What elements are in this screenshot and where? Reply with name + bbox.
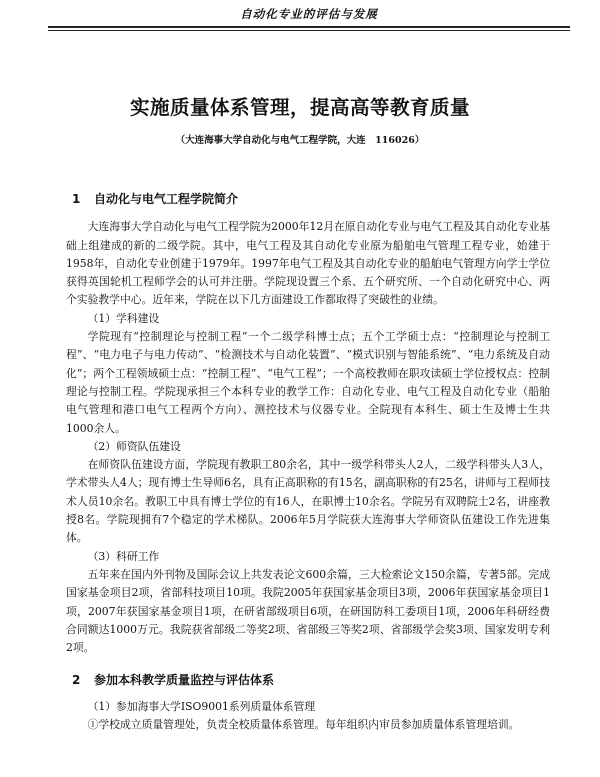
section-title: 自动化与电气工程学院简介 [94, 192, 239, 206]
running-header: 自动化专业的评估与发展 [48, 6, 570, 28]
section-number: 2 [72, 673, 81, 688]
section-1-intro: 大连海事大学自动化与电气工程学院为2000年12月在原自动化专业与电气工程及其自动化专业基础上组建成的新的二级学院。其中，电气工程及其自动化专业原为船舶电气管理工程专业，始建于1958年，自动化专业创建于1979年。1997年电气工程及其自动化专业的船舶电气管理方向学士学位获得英国轮机工程师学会的认可并注册。学院现设置三个系、五个研究所、一个自动化研究中心、两个实验教学中心。近年来，学院在以下几方面建设工作都取得了突破性的业绩。 [66, 220, 550, 307]
section-2-heading [72, 671, 550, 689]
section-title: 参加本科教学质量监控与评估体系 [94, 673, 275, 688]
subsection-2-1-text: ①学校成立质量管理处，负责全校质量体系管理。每年组织内审员参加质量体系管理培训。 [87, 718, 520, 732]
subsection-1-2-heading: （2）师资队伍建设 [87, 439, 181, 453]
article-title: 实施质量体系管理，提高高等教育质量 [129, 96, 470, 119]
subsection-1-1-text: 学院现有“控制理论与控制工程”一个二级学科博士点；五个工学硕士点：“控制理论与控制工程”、“电力电子与电力传动”、“检测技术与自动化装置”、“模式识别与智能系统”、“电力系统及自动化”；两个工程领域硕士点：“控制工程”、“电气工程”；一个高校教师在职攻读硕士学位授权点：控制理论与控制工程。学院现承担三个本科专业的教学工作：自动化专业、电气工程及自动化专业（船舶电气管理和港口电气工程两个方向）、测控技术与仪器专业。全院现有本科生、硕士生及博士生共1000余人。 [66, 330, 550, 435]
article-body [66, 186, 550, 734]
section-number: 1 [72, 192, 81, 206]
subsection-2-1-heading: （1）参加海事大学ISO9001系列质量体系管理 [87, 699, 316, 713]
header-rule [48, 30, 570, 31]
section-1-heading [72, 190, 550, 208]
subsection-1-2-text: 在师资队伍建设方面，学院现有教职工80余名，其中一级学科带头人2人，二级学科带头人3人，学术带头人4人；现有博士生导师6名，具有正高职称的有15名，副高职称的有25名，讲师与工程师技术人员10余名。教职工中具有博士学位的有16人，在职博士10余名。学院另有双聘院士2名，讲座教授8名。学院现拥有7个稳定的学术梯队。2006年5月学院获大连海事大学师资队伍建设工作先进集体。 [66, 458, 550, 545]
affiliation: （大连海事大学自动化与电气工程学院，大连 116026） [175, 135, 425, 146]
subsection-1-3-text: 五年来在国内外刊物及国际会议上共发表论文600余篇，三大检索论文150余篇，专著5部。完成国家基金项目2项，省部科技项目10项。我院2005年获国家基金项目3项，2006年获国家基金项目1项，2007年获国家基金项目1项，在研省部级项目6项，在研国防科工委项目1项，2006年科研经费合同额达1000万元。我院获省部级二等奖2项、省部级三等奖2项、省部级学会奖3项、国家发明专利2项。 [66, 567, 550, 655]
subsection-1-1-heading: （1）学科建设 [87, 311, 160, 325]
subsection-1-3-heading: （3）科研工作 [87, 549, 160, 563]
